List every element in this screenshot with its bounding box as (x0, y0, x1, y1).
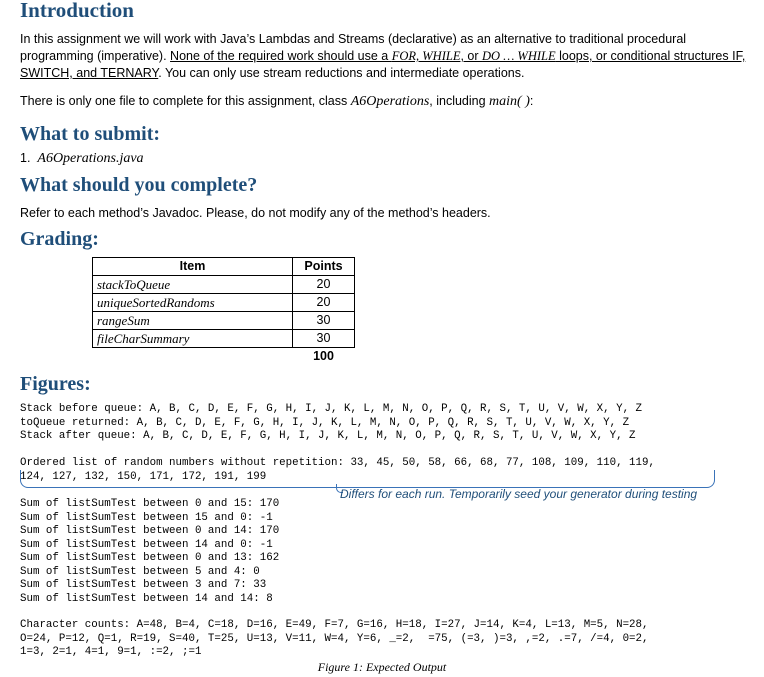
grading-item: stackToQueue (93, 276, 293, 294)
table-row (93, 330, 355, 348)
figures-heading: Figures: (20, 373, 91, 395)
class-name: A6Operations (350, 94, 430, 109)
intro-heading: Introduction (20, 0, 134, 22)
grading-col-item: Item (93, 258, 293, 276)
output-line: Sum of listSumTest between 14 and 0: -1 (20, 538, 273, 551)
table-row (93, 294, 355, 312)
submit-item-file: A6Operations.java (37, 151, 144, 166)
complete-text: Refer to each method’s Javadoc. Please, do not modify any of the method’s headers. (20, 206, 491, 220)
output-line: Sum of listSumTest between 0 and 13: 162 (20, 552, 280, 564)
random-note: Differs for each run. Temporarily seed your generator during testing (340, 487, 698, 501)
submit-item (20, 150, 144, 167)
output-line: Sum of listSumTest between 14 and 14: 8 (20, 592, 273, 605)
complete-heading: What should you complete? (20, 174, 258, 196)
submit-item-number: 1. (20, 151, 31, 165)
grading-total-row (93, 348, 355, 366)
output-line: Stack after queue: A, B, C, D, E, F, G, H, I, J, K, L, M, N, O, P, Q, R, S, T, U, V, W, X, Y, Z (20, 430, 636, 442)
grading-item: uniqueSortedRandoms (93, 294, 293, 312)
stack-output (20, 403, 642, 444)
output-line: Sum of listSumTest between 0 and 14: 170 (20, 525, 280, 537)
grading-item: fileCharSummary (93, 330, 293, 348)
main-method: main( ) (489, 94, 530, 109)
grading-points: 20 (293, 276, 355, 294)
intro-paragraph (20, 31, 748, 82)
output-line: 124, 127, 132, 150, 171, 172, 191, 199 (20, 470, 267, 483)
submit-heading: What to submit: (20, 123, 161, 145)
intro-text-start: In this assignment we will work with Java’s Lambdas and Streams (declarative) as an alternative to traditional procedural programming (imperative). (20, 32, 687, 63)
grading-points: 30 (293, 330, 355, 348)
grading-col-points: Points (293, 258, 355, 276)
char-output (20, 619, 648, 660)
grading-points: 30 (293, 312, 355, 330)
output-line: Ordered list of random numbers without repetition: 33, 45, 50, 58, 66, 68, 77, 108, 109, 110, 119, (20, 457, 655, 469)
table-row (93, 312, 355, 330)
grading-heading: Grading: (20, 228, 99, 250)
output-line: 1=3, 2=1, 4=1, 9=1, :=2, ;=1 (20, 646, 202, 658)
output-line: O=24, P=12, Q=1, R=19, S=40, T=25, U=13, V=11, W=4, Y=6, _=2, =75, (=3, )=3, ,=2, .=7, /=4, 0=2, (20, 632, 649, 645)
grading-header-row (93, 258, 355, 276)
output-line: Stack before queue: A, B, C, D, E, F, G, H, I, J, K, L, M, N, O, P, Q, R, S, T, U, V, W, X, Y, Z (20, 403, 643, 415)
annotation-bracket (20, 470, 715, 488)
grading-points: 20 (293, 294, 355, 312)
intro-restriction: None of the required work should use a FOR, WHILE, or DO … WHILE loops, or conditional structures IF, SWITCH, and TERNARY (20, 49, 746, 80)
output-line: Sum of listSumTest between 5 and 4: 0 (20, 565, 260, 578)
grading-item: rangeSum (93, 312, 293, 330)
output-line: Sum of listSumTest between 15 and 0: -1 (20, 511, 273, 524)
sum-output (20, 498, 279, 606)
output-line: toQueue returned: A, B, C, D, E, F, G, H, I, J, K, L, M, N, O, P, Q, R, S, T, U, V, W, X, Y, Z (20, 416, 630, 429)
grading-total: 100 (293, 348, 355, 366)
grading-table (92, 257, 355, 365)
intro-text-end: . You can only use stream reductions and intermediate operations. (158, 66, 525, 80)
intro-file-paragraph: There is only one file to complete for this assignment, class A6Operations, including main( ): (20, 94, 534, 109)
output-line: Sum of listSumTest between 3 and 7: 33 (20, 579, 267, 591)
output-line: Sum of listSumTest between 0 and 15: 170 (20, 498, 280, 510)
table-row (93, 276, 355, 294)
output-line: Character counts: A=48, B=4, C=18, D=16, E=49, F=7, G=16, H=18, I=27, J=14, K=4, L=13, M=5, N=28, (20, 619, 649, 631)
figure-caption: Figure 1: Expected Output (317, 660, 447, 674)
